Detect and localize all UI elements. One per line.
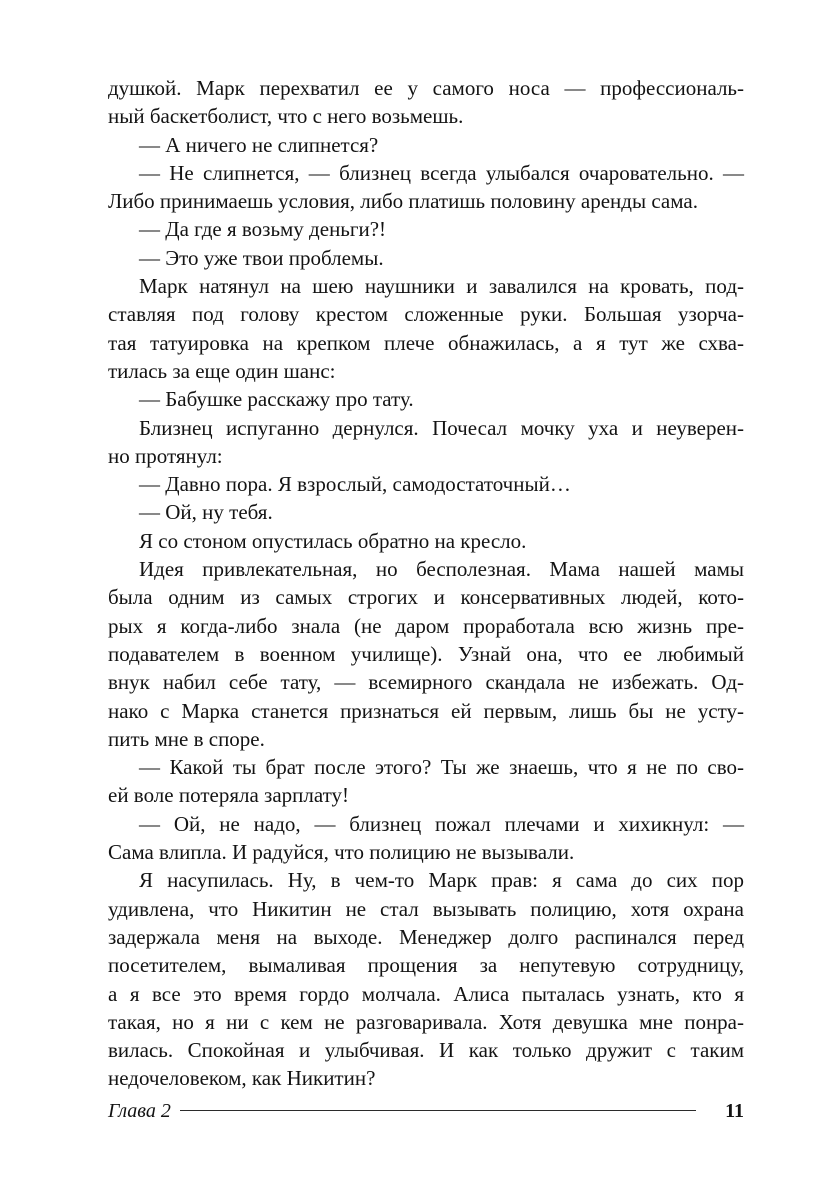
page-text: [108, 74, 744, 1093]
text-line: была одним из самых строгих и консервативных людей, кото-: [108, 585, 744, 610]
paragraph: [108, 385, 744, 413]
text-line: ей воле потеряла зарплату!: [108, 783, 350, 808]
text-line: — Это уже твои проблемы.: [139, 245, 384, 270]
paragraph: [108, 244, 744, 272]
text-line: душкой. Марк перехватил ее у самого носа — профессиональ-: [108, 76, 744, 100]
paragraph: [108, 866, 744, 1092]
text-line: — Какой ты брат после этого? Ты же знаешь, что я не по сво-: [139, 755, 744, 780]
text-line: Марк натянул на шею наушники и завалился на кровать, под-: [139, 274, 744, 299]
chapter-label: Глава 2: [108, 1099, 171, 1122]
page-number: 11: [725, 1099, 744, 1122]
text-line: внук набил себе тату, — всемирного скандала не избежать. Од-: [108, 670, 744, 695]
text-line: — Не слипнется, — близнец всегда улыбался очаровательно. —: [139, 160, 744, 185]
text-line: Я насупилась. Ну, в чем-то Марк прав: я сама до сих пор: [139, 868, 744, 893]
text-line: недочеловеком, как Никитин?: [108, 1066, 376, 1091]
text-line: а я все это время гордо молчала. Алиса пыталась узнать, кто я: [108, 981, 744, 1006]
text-line: но протянул:: [108, 443, 223, 468]
paragraph: [108, 215, 744, 243]
text-line: — Ой, не надо, — близнец пожал плечами и хихикнул: —: [139, 811, 744, 836]
text-line: посетителем, вымаливая прощения за непутевую сотрудницу,: [108, 953, 744, 978]
text-line: Близнец испуганно дернулся. Почесал мочку уха и неуверен-: [139, 415, 744, 440]
text-line: Я со стоном опустилась обратно на кресло.: [139, 528, 527, 553]
paragraph: [108, 414, 744, 471]
paragraph: [108, 74, 744, 131]
paragraph: [108, 810, 744, 867]
text-line: — Бабушке расскажу про тату.: [139, 387, 414, 412]
text-line: ный баскетболист, что с него возьмешь.: [108, 104, 464, 129]
text-line: Сама влипла. И радуйся, что полицию не вызывали.: [108, 840, 575, 865]
text-line: тая татуировка на крепком плече обнажилась, а я тут же схва-: [108, 330, 744, 355]
text-line: — Ой, ну тебя.: [139, 500, 273, 525]
text-line: вилась. Спокойная и улыбчивая. И как только дружит с таким: [108, 1038, 744, 1063]
text-line: ставляя под голову крестом сложенные руки. Большая узорча-: [108, 302, 744, 327]
text-line: — А ничего не слипнется?: [139, 132, 379, 157]
footer-rule: [180, 1110, 696, 1111]
text-line: Либо принимаешь условия, либо платишь половину аренды сама.: [108, 189, 698, 214]
paragraph: [108, 470, 744, 498]
paragraph: [108, 159, 744, 216]
paragraph: [108, 555, 744, 753]
text-line: пить мне в споре.: [108, 726, 265, 751]
paragraph: [108, 527, 744, 555]
text-line: нако с Марка станется признаться ей первым, лишь бы не усту-: [108, 698, 744, 723]
text-line: подавателем в военном училище). Узнай она, что ее любимый: [108, 641, 744, 666]
text-line: тилась за еще один шанс:: [108, 358, 336, 383]
paragraph: [108, 131, 744, 159]
page-footer: [108, 1099, 744, 1123]
text-line: рых я когда-либо знала (не даром проработала всю жизнь пре-: [108, 613, 744, 638]
paragraph: [108, 753, 744, 810]
text-line: — Давно пора. Я взрослый, самодостаточный…: [139, 472, 571, 497]
paragraph: [108, 498, 744, 526]
text-line: — Да где я возьму деньги?!: [139, 217, 387, 242]
text-line: удивлена, что Никитин не стал вызывать полицию, хотя охрана: [108, 896, 744, 921]
text-line: задержала меня на выходе. Менеджер долго распинался перед: [108, 924, 744, 949]
text-line: Идея привлекательная, но бесполезная. Мама нашей мамы: [139, 557, 744, 582]
text-line: такая, но я ни с кем не разговаривала. Хотя девушка мне понра-: [108, 1009, 744, 1034]
paragraph: [108, 272, 744, 385]
